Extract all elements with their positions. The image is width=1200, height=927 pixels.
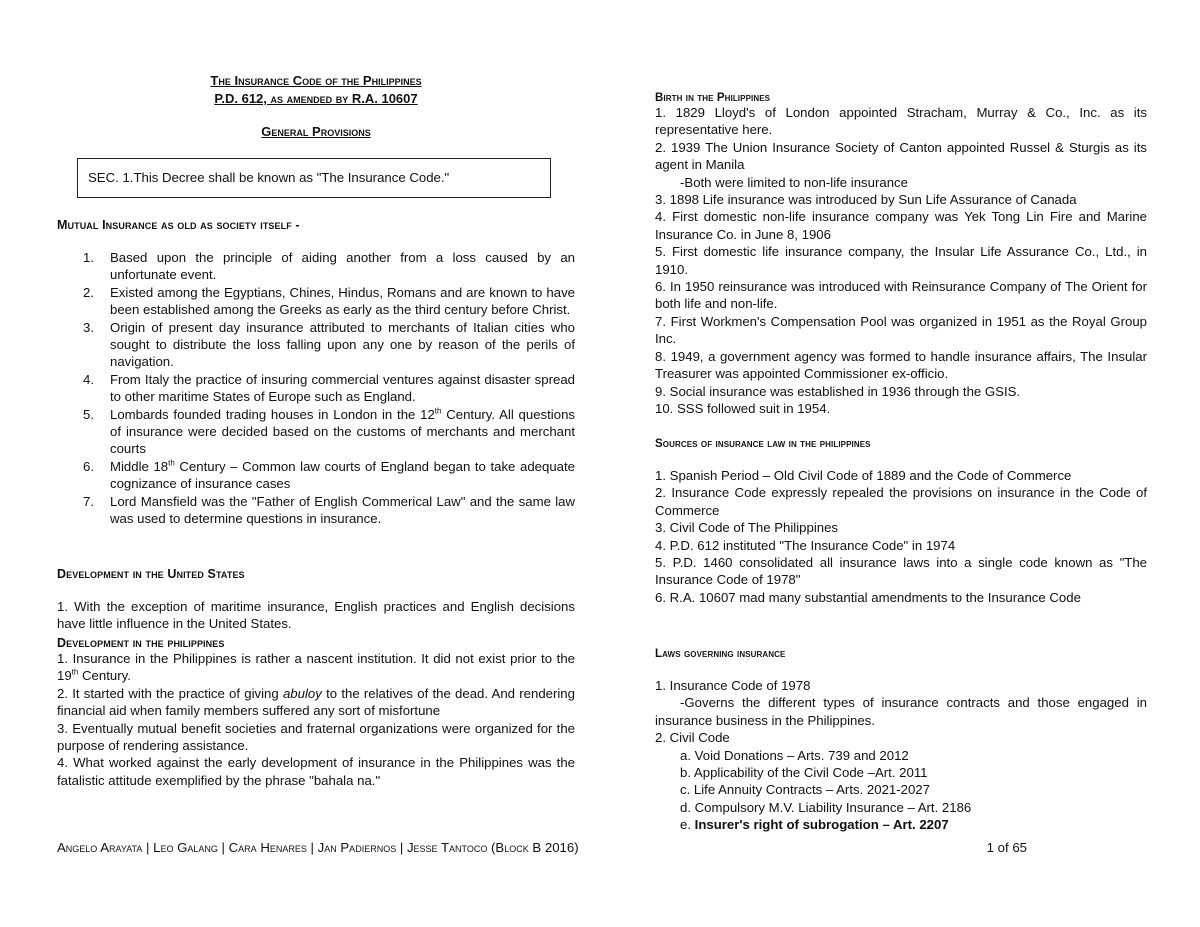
ph-development-p2: 2. It started with the practice of giving abuloy to the relatives of the dead. And rendering financial aid when family members suffered any sort of misfortune [57, 685, 575, 719]
birth-line: 1. 1829 Lloyd's of London appointed Stracham, Murray & Co., Inc. as its representative here. [655, 105, 1147, 138]
laws-subitem: b. Applicability of the Civil Code –Art. 2011 [680, 765, 928, 781]
ph-development-p1: 1. Insurance in the Philippines is rather a nascent institution. It did not exist prior to the 19th Century. [57, 651, 575, 684]
footer-authors: Angelo Arayata | Leo Galang | Cara Henares | Jan Padiernos | Jesse Tantoco (Block B 2016) [57, 840, 579, 855]
ph-development-heading: Development in the philippines [57, 636, 225, 650]
birth-line: 4. First domestic non-life insurance company was Yek Tong Lin Fire and Marine Insurance Co. in June 8, 1906 [655, 209, 1147, 242]
list-item: 4. From Italy the practice of insuring commercial ventures against disaster spread to other maritime States of Europe such as England. [83, 371, 575, 405]
list-item: 3. Origin of present day insurance attributed to merchants of Italian cities who sought to distribute the loss falling upon any one by reason of the perils of navigation. [83, 319, 575, 370]
laws-subitem: c. Life Annuity Contracts – Arts. 2021-2027 [680, 782, 930, 798]
list-item: 2. Existed among the Egyptians, Chines, Hindus, Romans and are known to have been established among the Greeks as early as the third century before Christ. [83, 284, 575, 318]
birth-line: 2. 1939 The Union Insurance Society of Canton appointed Russel & Sturgis as its agent in Manila [655, 139, 1147, 173]
page-number: 1 of 65 [986, 840, 1027, 855]
laws-subitem: a. Void Donations – Arts. 739 and 2012 [680, 747, 909, 763]
sources-line: 2. Insurance Code expressly repealed the provisions on insurance in the Code of Commerce [655, 485, 1147, 518]
list-item: 1. Based upon the principle of aiding another from a loss caused by an unfortunate event. [83, 250, 575, 283]
birth-line: 6. In 1950 reinsurance was introduced with Reinsurance Company of The Orient for both life and non-life. [655, 279, 1147, 312]
ph-development-section [57, 636, 575, 789]
birth-line: 7. First Workmen's Compensation Pool was organized in 1951 as the Royal Group Inc. [655, 313, 1147, 347]
list-item: 6. Middle 18th Century – Common law courts of England began to take adequate cognizance of insurance cases [83, 458, 575, 492]
page-footer [57, 840, 1037, 855]
birth-heading: Birth in the Philippines [655, 92, 771, 104]
section-heading-general-provisions: General Provisions [261, 124, 371, 139]
sources-section [655, 438, 1147, 606]
laws-line: 1. Insurance Code of 1978 [655, 678, 811, 693]
birth-line: 9. Social insurance was established in 1936 through the GSIS. [655, 383, 1021, 399]
laws-subitem: e. Insurer's right of subrogation – Art. 2207 [680, 817, 949, 833]
us-development-section [57, 567, 575, 633]
sources-heading: Sources of insurance law in the philippines [655, 438, 871, 450]
mutual-insurance-heading: Mutual Insurance as old as society itself - [57, 218, 300, 232]
sources-line: 3. Civil Code of The Philippines [655, 520, 839, 536]
mutual-insurance-section [57, 218, 575, 528]
document-title: The Insurance Code of the Philippines [210, 73, 422, 88]
list-item: 5. Lombards founded trading houses in London in the 12th Century. All questions of insurance were decided based on the customs of merchants and merchant courts [83, 406, 575, 457]
us-development-heading: Development in the United States [57, 567, 245, 581]
birth-line: 3. 1898 Life insurance was introduced by Sun Life Assurance of Canada [655, 192, 1077, 208]
birth-line: 8. 1949, a government agency was formed to handle insurance affairs, The Insular Treasurer was appointed Commissioner ex-officio. [655, 348, 1147, 382]
sources-line: 4. P.D. 612 instituted "The Insurance Code" in 1974 [655, 537, 956, 553]
sources-line: 5. P.D. 1460 consolidated all insurance laws into a single code known as "The Insurance Code of 1978" [655, 555, 1147, 588]
birth-line: 5. First domestic life insurance company, the Insular Life Assurance Co., Ltd., in 1910. [655, 244, 1147, 277]
ph-development-p3: 3. Eventually mutual benefit societies and fraternal organizations were organized for the purpose of rendering assistance. [57, 720, 575, 754]
section-one-box: SEC. 1.This Decree shall be known as "The Insurance Code." [77, 158, 551, 198]
laws-line: 2. Civil Code [655, 730, 730, 746]
laws-section [655, 648, 1147, 834]
birth-line: 10. SSS followed suit in 1954. [655, 400, 831, 416]
ph-development-p4: 4. What worked against the early development of insurance in the Philippines was the fatalistic attitude exemplified by the phrase "bahala na." [57, 755, 575, 788]
list-item: 7. Lord Mansfield was the "Father of English Commerical Law" and the same law was used to determine questions in insurance. [83, 493, 575, 527]
sources-line: 1. Spanish Period – Old Civil Code of 1889 and the Code of Commerce [655, 468, 1072, 483]
mutual-insurance-list [57, 249, 575, 528]
laws-subitem: d. Compulsory M.V. Liability Insurance – Art. 2186 [680, 799, 972, 815]
laws-line: -Governs the different types of insurance contracts and those engaged in insurance business in the Philippines. [655, 695, 1147, 728]
document-subtitle: P.D. 612, as amended by R.A. 10607 [214, 91, 418, 106]
birth-section [655, 92, 1147, 417]
birth-line: -Both were limited to non-life insurance [680, 174, 908, 190]
us-development-text: 1. With the exception of maritime insurance, English practices and English decisions have little influence in the United States. [57, 599, 575, 632]
sources-line: 6. R.A. 10607 mad many substantial amendments to the Insurance Code [655, 589, 1081, 605]
laws-heading: Laws governing insurance [655, 648, 786, 660]
